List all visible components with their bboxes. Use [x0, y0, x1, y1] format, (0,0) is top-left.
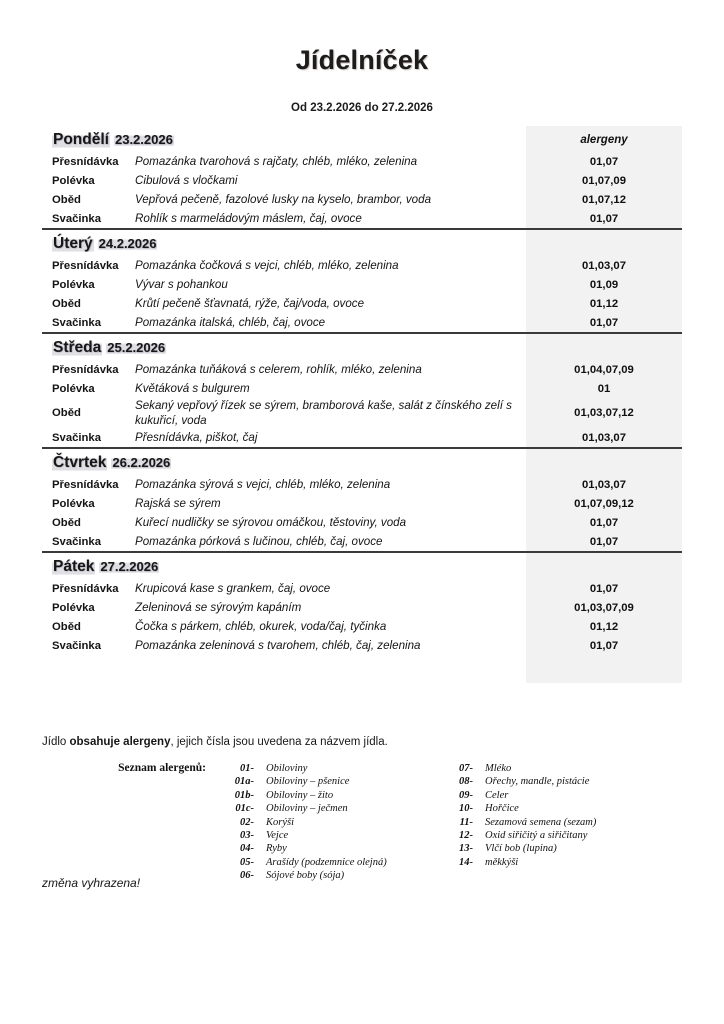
table-row [42, 532, 682, 551]
day-header [42, 334, 682, 360]
meal-allergen-codes: 01,07 [589, 639, 619, 652]
allergen-code: 10- [459, 803, 473, 815]
allergen-code: 08- [459, 776, 473, 788]
allergen-code: 01a- [234, 776, 254, 788]
meal-allergen-codes: 01,03,07,12 [574, 407, 634, 419]
meal-description: Přesnídávka, piškot, čaj [135, 431, 258, 444]
meal-description: Rajská se sýrem [135, 497, 221, 510]
table-row [42, 360, 682, 379]
table-row [42, 617, 682, 636]
meal-type-label: Oběd [52, 620, 81, 633]
day-date: 23.2.2026 [114, 132, 173, 147]
meal-allergen-codes: 01,03,07 [582, 478, 626, 491]
allergen-description: Obiloviny – ječmen [266, 803, 348, 815]
meal-allergen-codes: 01,07 [589, 155, 619, 168]
allergen-code: 07- [459, 763, 473, 774]
meal-type-label: Svačinka [52, 535, 101, 548]
day-date: 24.2.2026 [98, 236, 157, 251]
date-range-subtitle: Od 23.2.2026 do 27.2.2026 [291, 102, 433, 114]
allergen-code: 09- [459, 789, 473, 801]
list-item [220, 775, 425, 788]
list-item [439, 775, 644, 788]
list-item [439, 762, 644, 775]
meal-type-label: Svačinka [52, 431, 101, 444]
list-item [439, 829, 644, 842]
allergen-column-header: alergeny [580, 134, 628, 146]
allergen-description: Ořechy, mandle, pistácie [485, 776, 590, 788]
day-date: 26.2.2026 [112, 455, 171, 470]
list-item [220, 829, 425, 842]
list-item [220, 856, 425, 869]
allergen-code: 02- [240, 816, 254, 828]
meal-allergen-codes: 01,07 [589, 212, 619, 225]
meal-allergen-codes: 01,07,09 [582, 174, 626, 187]
allergen-note-suffix: , jejich čísla jsou uvedena za názvem jídla. [170, 736, 388, 748]
meal-description: Pomazánka čočková s vejci, chléb, mléko, zelenina [135, 259, 399, 272]
allergen-note-prefix: Jídlo [42, 736, 70, 748]
table-row [42, 579, 682, 598]
allergen-code: 03- [240, 830, 254, 842]
meal-description: Pomazánka zeleninová s tvarohem, chléb, čaj, zelenina [135, 639, 421, 652]
table-row [42, 275, 682, 294]
meal-description: Vývar s pohankou [135, 278, 228, 291]
day-name: Pátek [53, 558, 95, 575]
page-title: Jídelníček [295, 45, 429, 75]
meal-allergen-codes: 01,03,07,09 [574, 601, 634, 614]
day-block [42, 228, 682, 332]
table-row [42, 428, 682, 447]
allergen-description: Hořčice [485, 803, 519, 815]
meal-type-label: Přesnídávka [52, 259, 119, 272]
meal-allergen-codes: 01,04,07,09 [574, 363, 634, 376]
allergen-code: 01b- [234, 789, 254, 801]
meal-description: Sekaný vepřový řízek se sýrem, bramborová kaše, salát z čínského zelí s kukuřicí, voda [135, 399, 512, 427]
table-row [42, 379, 682, 398]
table-row [42, 152, 682, 171]
meal-type-label: Polévka [52, 497, 95, 510]
meal-description: Cibulová s vločkami [135, 174, 238, 187]
meal-allergen-codes: 01,07 [589, 535, 619, 548]
meal-type-label: Oběd [52, 516, 81, 529]
day-header [42, 553, 682, 579]
meal-type-label: Polévka [52, 174, 95, 187]
days-container [42, 126, 682, 655]
meal-type-label: Svačinka [52, 316, 101, 329]
meal-description: Rohlík s marmeládovým máslem, čaj, ovoce [135, 212, 362, 225]
table-row [42, 398, 682, 428]
meal-allergen-codes: 01,07,12 [582, 193, 626, 206]
day-block [42, 332, 682, 447]
meal-type-label: Polévka [52, 382, 95, 395]
meal-allergen-codes: 01,07 [589, 582, 619, 595]
allergen-description: Vejce [266, 830, 289, 842]
footer-disclaimer: změna vyhrazena! [42, 876, 141, 890]
meal-description: Krůtí pečeně šťavnatá, rýže, čaj/voda, ovoce [135, 297, 365, 310]
day-name: Úterý [53, 235, 93, 252]
list-item [439, 789, 644, 802]
day-date: 25.2.2026 [107, 340, 166, 355]
allergen-code: 01- [240, 763, 254, 774]
allergen-legend [42, 762, 682, 883]
allergen-legend-column-right [439, 762, 644, 883]
meal-allergen-codes: 01,03,07 [582, 259, 626, 272]
meal-description: Krupicová kase s grankem, čaj, ovoce [135, 582, 331, 595]
allergen-description: Ryby [266, 843, 287, 855]
meal-description: Vepřová pečeně, fazolové lusky na kyselo, brambor, voda [135, 193, 432, 206]
allergen-code: 04- [240, 843, 254, 855]
allergen-note-bold: obsahuje alergeny [69, 736, 171, 748]
list-item [220, 789, 425, 802]
meal-type-label: Přesnídávka [52, 478, 119, 491]
meal-allergen-codes: 01,09 [589, 278, 619, 291]
meal-allergen-codes: 01,03,07 [582, 431, 626, 444]
day-date: 27.2.2026 [100, 559, 159, 574]
allergen-code: 01c- [235, 803, 254, 815]
table-row [42, 513, 682, 532]
table-row [42, 209, 682, 228]
meal-description: Pomazánka sýrová s vejci, chléb, mléko, zelenina [135, 478, 391, 491]
allergen-description: Sójové boby (sója) [266, 870, 345, 882]
meal-type-label: Oběd [52, 297, 81, 310]
table-row [42, 313, 682, 332]
table-row [42, 256, 682, 275]
allergen-code: 06- [240, 870, 254, 882]
table-row [42, 636, 682, 655]
day-block [42, 126, 682, 228]
meal-type-label: Přesnídávka [52, 582, 119, 595]
allergen-description: Korýši [266, 816, 295, 828]
meal-allergen-codes: 01,07 [589, 316, 619, 329]
day-block [42, 551, 682, 655]
meal-type-label: Oběd [52, 407, 81, 419]
table-row [42, 475, 682, 494]
day-name: Středa [53, 339, 102, 356]
allergen-description: Obiloviny – pšenice [266, 776, 350, 788]
allergen-description: Vlčí bob (lupina) [485, 843, 557, 855]
allergen-code: 13- [459, 843, 473, 855]
list-item [220, 816, 425, 829]
meal-description: Květáková s bulgurem [135, 382, 250, 395]
list-item [439, 802, 644, 815]
allergen-legend-title: Seznam alergenů: [118, 762, 206, 774]
day-header [42, 230, 682, 256]
day-name: Pondělí [53, 131, 109, 148]
meal-description: Pomazánka tuňáková s celerem, rohlík, mléko, zelenina [135, 363, 422, 376]
list-item [220, 842, 425, 855]
list-item [220, 802, 425, 815]
weekly-menu-table [42, 126, 682, 655]
allergen-description: měkkýši [485, 856, 519, 868]
meal-allergen-codes: 01,07,09,12 [574, 497, 634, 510]
allergen-description: Mléko [485, 763, 512, 774]
allergen-code: 11- [459, 816, 473, 828]
table-row [42, 294, 682, 313]
meal-description: Kuřecí nudličky se sýrovou omáčkou, těstoviny, voda [135, 516, 407, 529]
table-row [42, 190, 682, 209]
allergen-code: 14- [459, 856, 473, 868]
allergen-description: Celer [485, 789, 509, 801]
allergen-legend-column-left [220, 762, 425, 883]
meal-type-label: Svačinka [52, 639, 101, 652]
meal-description: Pomazánka tvarohová s rajčaty, chléb, mléko, zelenina [135, 155, 418, 168]
allergen-description: Obiloviny – žito [266, 789, 334, 801]
meal-type-label: Polévka [52, 278, 95, 291]
list-item [439, 816, 644, 829]
day-block [42, 447, 682, 551]
allergen-description: Arašídy (podzemnice olejná) [266, 856, 387, 868]
allergen-code: 12- [459, 830, 473, 842]
allergen-description: Obiloviny [266, 763, 308, 774]
allergen-code: 05- [240, 856, 254, 868]
table-row [42, 494, 682, 513]
meal-type-label: Oběd [52, 193, 81, 206]
meal-allergen-codes: 01 [597, 382, 611, 395]
list-item [220, 869, 425, 882]
meal-allergen-codes: 01,07 [589, 516, 619, 529]
allergen-note [42, 736, 388, 748]
list-item [439, 842, 644, 855]
allergen-description: Sezamová semena (sezam) [485, 816, 597, 828]
table-row [42, 171, 682, 190]
list-item [439, 856, 644, 869]
table-row [42, 598, 682, 617]
meal-type-label: Přesnídávka [52, 363, 119, 376]
list-item [220, 762, 425, 775]
meal-allergen-codes: 01,12 [589, 297, 619, 310]
meal-type-label: Přesnídávka [52, 155, 119, 168]
meal-type-label: Svačinka [52, 212, 101, 225]
meal-allergen-codes: 01,12 [589, 620, 619, 633]
day-header [42, 126, 682, 152]
allergen-description: Oxid siřičitý a siřičitany [485, 830, 588, 842]
meal-description: Zeleninová se sýrovým kapáním [135, 601, 302, 614]
day-name: Čtvrtek [53, 454, 107, 471]
day-header [42, 449, 682, 475]
meal-description: Čočka s párkem, chléb, okurek, voda/čaj, tyčinka [135, 620, 387, 633]
meal-description: Pomazánka italská, chléb, čaj, ovoce [135, 316, 326, 329]
meal-description: Pomazánka pórková s lučinou, chléb, čaj, ovoce [135, 535, 383, 548]
meal-type-label: Polévka [52, 601, 95, 614]
